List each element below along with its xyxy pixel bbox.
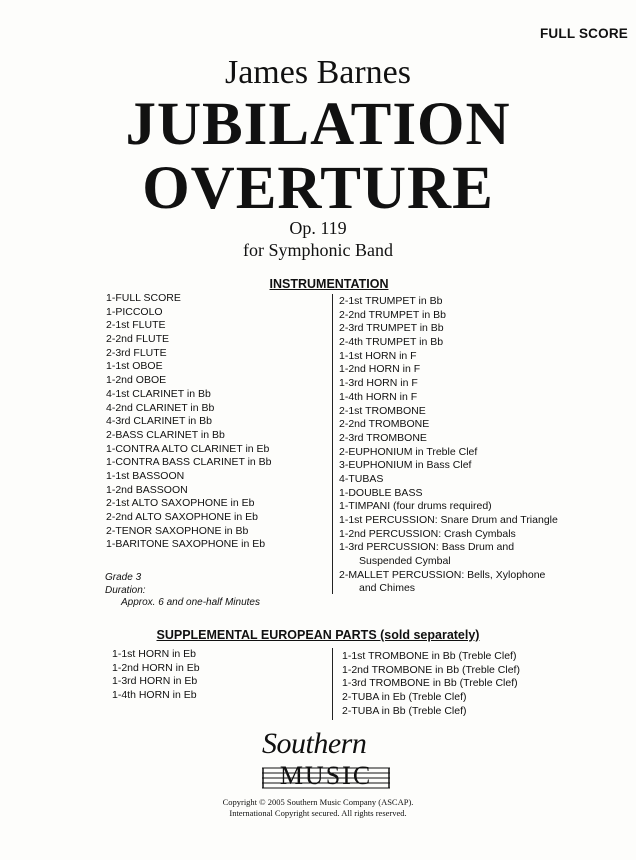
- copyright-notice: [0, 797, 636, 819]
- list-item: 4-1st CLARINET in Bb: [106, 387, 211, 400]
- list-item: 2-TENOR SAXOPHONE in Bb: [106, 524, 249, 537]
- list-item-continuation: and Chimes: [359, 582, 416, 595]
- instrumentation-heading: INSTRUMENTATION: [269, 277, 389, 291]
- list-item: 2-EUPHONIUM in Treble Clef: [339, 445, 478, 458]
- list-item-continuation: Suspended Cymbal: [359, 555, 451, 568]
- list-item: 1-1st TROMBONE in Bb (Treble Clef): [342, 650, 517, 662]
- list-item: 2-TUBA in Eb (Treble Clef): [342, 691, 467, 704]
- instrumentation-list-left: [106, 292, 272, 552]
- list-item: 1-PICCOLO: [106, 305, 163, 318]
- subtitle: for Symphonic Band: [243, 240, 393, 260]
- list-item: 1-1st HORN in Eb: [112, 648, 197, 660]
- list-item: 2-2nd TRUMPET in Bb: [339, 308, 446, 321]
- instrumentation-list-right: [339, 295, 558, 596]
- list-item: 1-2nd HORN in Eb: [112, 661, 200, 674]
- list-item: 2-2nd FLUTE: [106, 333, 170, 346]
- european-parts-heading: SUPPLEMENTAL EUROPEAN PARTS (sold separately): [156, 628, 480, 642]
- title-line-2: OVERTURE: [142, 155, 494, 222]
- column-divider: [332, 648, 333, 720]
- list-item: 1-BARITONE SAXOPHONE in Eb: [106, 538, 266, 551]
- list-item: 2-1st TROMBONE: [339, 404, 426, 417]
- list-item: 1-2nd OBOE: [106, 374, 167, 387]
- copyright-line-2: International Copyright secured. All rights reserved.: [229, 808, 407, 818]
- list-item: 2-TUBA in Bb (Treble Clef): [342, 704, 467, 717]
- copyright-line-1: Copyright © 2005 Southern Music Company (ASCAP).: [222, 797, 414, 807]
- list-item: 2-1st FLUTE: [106, 319, 166, 332]
- list-item: 4-2nd CLARINET in Bb: [106, 401, 215, 414]
- list-item: 2-MALLET PERCUSSION: Bells, Xylophone: [339, 568, 546, 581]
- list-item: 1-4th HORN in Eb: [112, 689, 197, 702]
- list-item: 1-3rd HORN in F: [339, 377, 418, 390]
- opus-number: Op. 119: [289, 218, 347, 238]
- list-item: 1-2nd PERCUSSION: Crash Cymbals: [339, 527, 516, 540]
- list-item: 1-3rd PERCUSSION: Bass Drum and: [339, 541, 515, 554]
- logo-music-text: MUSIC: [279, 761, 373, 790]
- logo-southern-text: Southern: [262, 727, 367, 760]
- list-item: 2-3rd TROMBONE: [339, 431, 427, 444]
- full-score-label: FULL SCORE: [539, 26, 628, 41]
- list-item: 1-1st PERCUSSION: Snare Drum and Triangle: [339, 514, 558, 526]
- list-item: 1-1st OBOE: [106, 360, 163, 373]
- list-item: 1-DOUBLE BASS: [339, 486, 423, 499]
- list-item: 2-2nd TROMBONE: [339, 418, 430, 431]
- grade-duration-block: [105, 572, 260, 610]
- list-item: 2-1st ALTO SAXOPHONE in Eb: [106, 497, 255, 510]
- list-item: 1-TIMPANI (four drums required): [339, 500, 492, 513]
- duration-label: Duration:: [105, 584, 146, 596]
- list-item: 4-TUBAS: [339, 472, 384, 485]
- european-parts-list-left: [112, 648, 200, 703]
- southern-music-logo: [258, 728, 398, 794]
- list-item: 1-CONTRA BASS CLARINET in Bb: [106, 456, 272, 469]
- list-item: 1-1st HORN in F: [339, 349, 417, 362]
- list-item: 1-2nd TROMBONE in Bb (Treble Clef): [342, 663, 520, 676]
- list-item: 4-3rd CLARINET in Bb: [106, 415, 213, 428]
- list-item: 1-CONTRA ALTO CLARINET in Eb: [106, 442, 270, 455]
- list-item: 2-3rd FLUTE: [106, 346, 167, 359]
- list-item: 2-2nd ALTO SAXOPHONE in Eb: [106, 511, 258, 523]
- european-parts-list-right: [342, 650, 520, 718]
- grade-text: Grade 3: [105, 572, 142, 583]
- title-line-1: JUBILATION: [125, 91, 511, 158]
- list-item: 1-1st BASSOON: [106, 469, 185, 482]
- list-item: 2-3rd TRUMPET in Bb: [339, 322, 444, 335]
- list-item: 2-4th TRUMPET in Bb: [339, 336, 444, 349]
- column-divider: [332, 294, 333, 594]
- duration-value: Approx. 6 and one-half Minutes: [121, 597, 260, 608]
- list-item: 1-FULL SCORE: [106, 292, 181, 304]
- list-item: 3-EUPHONIUM in Bass Clef: [339, 459, 472, 472]
- list-item: 1-4th HORN in F: [339, 390, 418, 403]
- list-item: 1-2nd BASSOON: [106, 483, 188, 496]
- list-item: 1-3rd HORN in Eb: [112, 675, 198, 688]
- list-item: 1-2nd HORN in F: [339, 363, 421, 376]
- list-item: 1-3rd TROMBONE in Bb (Treble Clef): [342, 677, 518, 690]
- composer-name: James Barnes: [224, 54, 411, 91]
- list-item: 2-BASS CLARINET in Bb: [106, 428, 225, 441]
- list-item: 2-1st TRUMPET in Bb: [339, 295, 443, 307]
